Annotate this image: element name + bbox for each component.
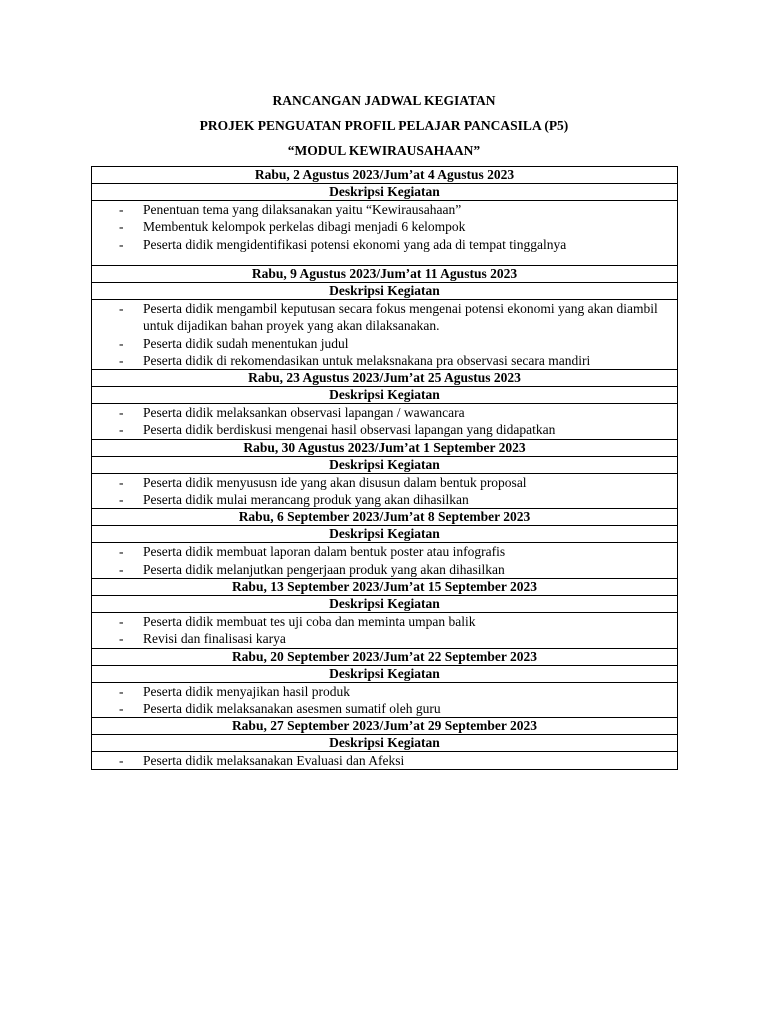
activity-text: Peserta didik berdiskusi mengenai hasil observasi lapangan yang didapatkan [143,422,556,438]
session-date: Rabu, 13 September 2023/Jum’at 15 September 2023 [92,578,678,595]
list-item [92,683,677,700]
session-date-row [92,648,678,665]
document-title: RANCANGAN JADWAL KEGIATAN [272,93,496,108]
activity-text: Peserta didik melaksanakan asesmen sumatif oleh guru [143,700,441,716]
session-date: Rabu, 27 September 2023/Jum’at 29 September 2023 [92,718,678,735]
activity-list [92,201,677,253]
activity-row [92,473,678,509]
session-date-row [92,266,678,283]
list-item [92,752,677,769]
dash-bullet: - [119,202,124,217]
session-date-row [92,718,678,735]
dash-bullet: - [119,474,124,490]
dash-bullet: - [119,561,124,577]
dash-bullet: - [119,422,124,438]
dash-bullet: - [119,700,124,716]
activity-cell [92,201,678,266]
activity-cell [92,300,678,370]
dash-bullet: - [119,301,124,316]
activity-text: Peserta didik melaksankan observasi lapangan / wawancara [143,405,465,421]
activity-row [92,300,678,370]
activity-text: Peserta didik mengidentifikasi potensi ekonomi yang ada di tempat tinggalnya [143,236,567,252]
activity-text: Peserta didik membuat tes uji coba dan meminta umpan balik [143,613,476,629]
description-header-row [92,526,678,543]
activity-row [92,752,678,770]
module-title: “MODUL KEWIRAUSAHAAN” [287,143,481,158]
dash-bullet: - [119,683,124,699]
activity-row [92,201,678,266]
list-item [92,421,677,438]
session-date-row [92,167,678,184]
dash-bullet: - [119,236,124,252]
session-date-row [92,509,678,526]
dash-bullet: - [119,352,124,368]
schedule-table [91,166,678,770]
list-item [92,218,677,235]
session-date: Rabu, 30 Agustus 2023/Jum’at 1 September 2023 [92,439,678,456]
list-item [92,700,677,717]
list-item [92,201,677,218]
description-header-row [92,387,678,404]
activity-list [92,683,677,718]
description-header: Deskripsi Kegiatan [92,526,678,543]
list-item [92,300,677,335]
activity-text: Peserta didik membuat laporan dalam bentuk poster atau infografis [143,544,506,560]
schedule-body [92,167,678,770]
activity-row [92,404,678,440]
activity-text: Peserta didik menyususn ide yang akan disusun dalam bentuk proposal [143,474,527,490]
activity-text: Peserta didik di rekomendasikan untuk melaksnakana pra observasi secara mandiri [143,352,591,368]
activity-cell [92,473,678,509]
dash-bullet: - [119,405,124,421]
activity-cell [92,612,678,648]
description-header: Deskripsi Kegiatan [92,735,678,752]
activity-text: Peserta didik sudah menentukan judul [143,335,349,351]
description-header: Deskripsi Kegiatan [92,456,678,473]
description-header-row [92,735,678,752]
activity-list [92,752,677,769]
activity-cell [92,682,678,718]
list-item [92,236,677,253]
activity-row [92,543,678,579]
activity-cell [92,543,678,579]
description-header-row [92,184,678,201]
list-item [92,543,677,560]
description-header-row [92,665,678,682]
activity-list [92,474,677,509]
list-item [92,613,677,630]
list-item [92,561,677,578]
description-header: Deskripsi Kegiatan [92,387,678,404]
activity-list [92,543,677,578]
activity-list [92,404,677,439]
session-date: Rabu, 9 Agustus 2023/Jum’at 11 Agustus 2023 [92,266,678,283]
activity-list [92,300,677,369]
session-date: Rabu, 20 September 2023/Jum’at 22 September 2023 [92,648,678,665]
activity-row [92,612,678,648]
activity-text: Peserta didik melaksanakan Evaluasi dan Afeksi [143,753,405,769]
list-item [92,335,677,352]
list-item [92,352,677,369]
activity-text: Revisi dan finalisasi karya [143,631,286,647]
dash-bullet: - [119,492,124,508]
activity-cell [92,752,678,770]
activity-text: Membentuk kelompok perkelas dibagi menjadi 6 kelompok [143,219,466,235]
session-date-row [92,370,678,387]
activity-text: Penentuan tema yang dilaksanakan yaitu “Kewirausahaan” [143,202,462,217]
dash-bullet: - [119,219,124,235]
session-date: Rabu, 23 Agustus 2023/Jum’at 25 Agustus 2023 [92,370,678,387]
document-subtitle: PROJEK PENGUATAN PROFIL PELAJAR PANCASILA (P5) [199,118,569,133]
description-header: Deskripsi Kegiatan [92,283,678,300]
dash-bullet: - [119,613,124,629]
list-item [92,630,677,647]
session-date: Rabu, 2 Agustus 2023/Jum’at 4 Agustus 2023 [92,167,678,184]
description-header: Deskripsi Kegiatan [92,184,678,201]
activity-text: Peserta didik menyajikan hasil produk [143,683,350,699]
description-header: Deskripsi Kegiatan [92,665,678,682]
session-date-row [92,578,678,595]
description-header-row [92,595,678,612]
session-date: Rabu, 6 September 2023/Jum’at 8 September 2023 [92,509,678,526]
list-item [92,491,677,508]
description-header-row [92,283,678,300]
activity-text: Peserta didik melanjutkan pengerjaan produk yang akan dihasilkan [143,561,505,577]
activity-text: Peserta didik mulai merancang produk yang akan dihasilkan [143,492,469,508]
description-header: Deskripsi Kegiatan [92,595,678,612]
dash-bullet: - [119,753,124,769]
session-date-row [92,439,678,456]
activity-row [92,682,678,718]
activity-list [92,613,677,648]
dash-bullet: - [119,544,124,560]
description-header-row [92,456,678,473]
dash-bullet: - [119,335,124,351]
list-item [92,474,677,491]
activity-text: Peserta didik mengambil keputusan secara fokus mengenai potensi ekonomi yang akan diambil untuk dijadikan bahan proyek yang akan dilaksanakan. [143,301,658,334]
activity-cell [92,404,678,440]
list-item [92,404,677,421]
dash-bullet: - [119,631,124,647]
